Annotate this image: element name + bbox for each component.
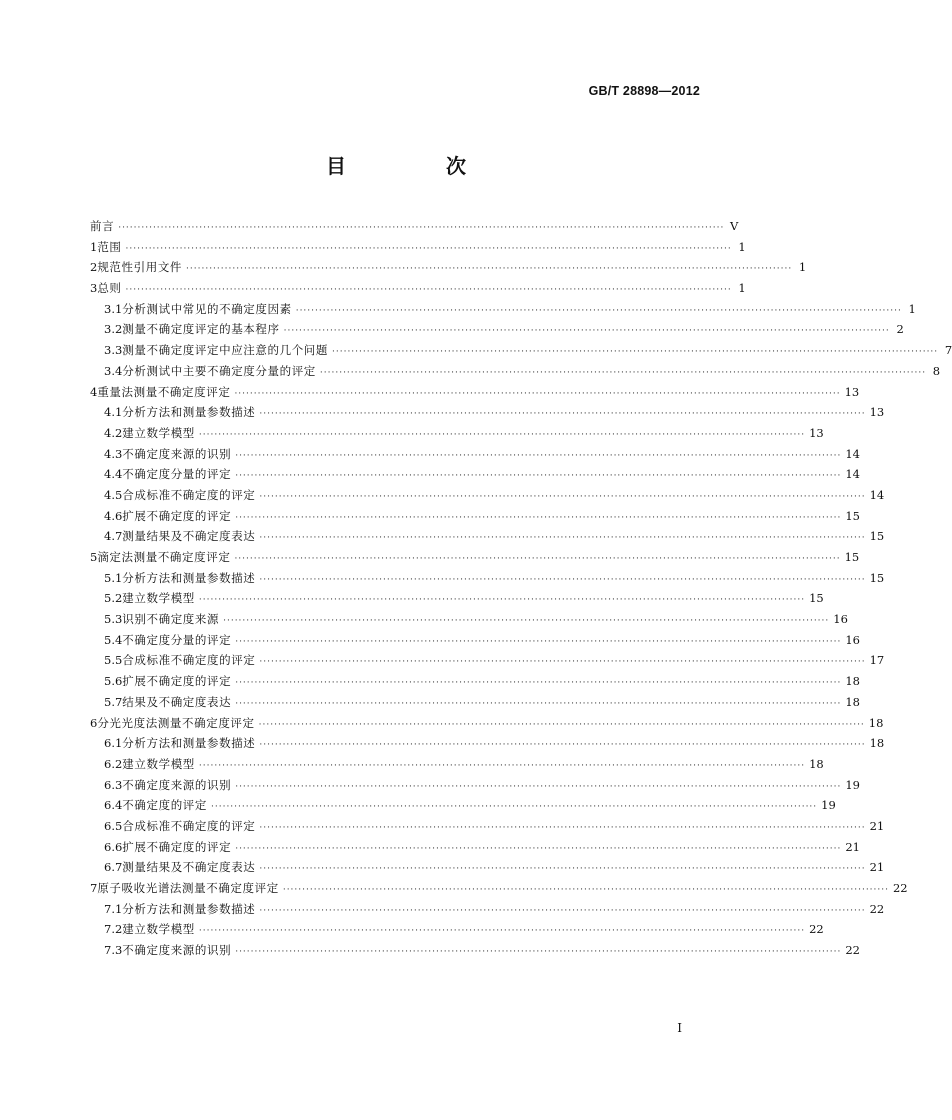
toc-entry-title: 前言 (90, 219, 115, 233)
toc-entry-title: 滴定法测量不确定度评定 (97, 550, 231, 564)
dot-leader: ····························································································································································· (234, 554, 841, 564)
toc-entry[interactable] (90, 404, 885, 425)
toc-entry-page: 19 (821, 798, 836, 813)
toc-entry-title: 建立数学模型 (122, 756, 195, 771)
toc-entry-title: 不确定度分量的评定 (122, 467, 232, 482)
dot-leader: ····························································································································································· (235, 512, 842, 523)
toc-entry-title: 测量不确定度评定中应注意的几个问题 (122, 343, 328, 358)
toc-entry-number: 7.1 (104, 901, 123, 916)
toc-entry-page: 15 (869, 570, 885, 585)
dot-leader: ····························································································································································· (198, 429, 806, 440)
dot-leader: ····························································································································································· (259, 574, 866, 585)
dot-leader: ····························································································································································· (223, 616, 830, 627)
toc-entry-page: 22 (869, 901, 885, 916)
toc-entry[interactable] (90, 735, 885, 756)
dot-leader: ····························································································································································· (259, 822, 866, 833)
toc-entry-number: 5.3 (104, 612, 123, 627)
toc-entry-title: 结果及不确定度表达 (122, 694, 232, 709)
toc-entry-title: 测量结果及不确定度表达 (122, 529, 256, 544)
toc-entry-number: 4.5 (104, 487, 123, 502)
dot-leader: ····························································································································································· (235, 698, 842, 709)
toc-entry-number: 4.3 (104, 446, 123, 461)
toc-entry-title: 总则 (97, 281, 122, 296)
toc-entry-page: 21 (845, 839, 860, 854)
toc-entry-page: 2 (896, 322, 904, 337)
toc-entry[interactable] (90, 590, 824, 611)
dot-leader: ····························································································································································· (198, 595, 806, 606)
toc-entry-number: 6 (90, 715, 98, 730)
toc-entry[interactable] (90, 839, 860, 860)
toc-entry[interactable] (90, 901, 885, 922)
toc-entry-page: V (730, 219, 739, 233)
toc-entry-page: 18 (845, 674, 860, 689)
dot-leader: ····························································································································································· (235, 636, 842, 647)
table-of-contents (90, 218, 952, 963)
toc-entry-title: 原子吸收光谱法测量不确定度评定 (97, 881, 279, 895)
dot-leader: ····························································································································································· (235, 843, 842, 854)
toc-entry-page: 1 (908, 301, 916, 316)
toc-entry-number: 5.2 (104, 591, 123, 606)
toc-entry-number: 1 (90, 239, 98, 254)
toc-entry[interactable] (90, 549, 860, 570)
toc-entry-title: 不确定度来源的识别 (122, 446, 232, 461)
toc-entry-number: 4.7 (104, 529, 123, 544)
toc-entry-title: 合成标准不确定度的评定 (122, 653, 256, 668)
toc-entry-page: 15 (869, 529, 885, 544)
toc-entry-number: 2 (90, 260, 98, 275)
toc-entry[interactable] (90, 528, 885, 549)
toc-entry[interactable] (90, 321, 904, 342)
toc-entry-title: 建立数学模型 (122, 922, 195, 937)
dot-leader: ····························································································································································· (332, 347, 939, 358)
page-folio: I (677, 1021, 682, 1035)
toc-entry-number: 3 (90, 281, 98, 296)
dot-leader: ····························································································································································· (235, 450, 842, 461)
toc-entry[interactable] (90, 818, 885, 839)
toc-entry-number: 5.4 (104, 632, 123, 647)
dot-leader: ····························································································································································· (295, 305, 902, 316)
toc-entry-page: 15 (809, 591, 824, 606)
toc-entry[interactable] (90, 797, 836, 818)
toc-entry-number: 3.3 (104, 343, 123, 358)
toc-entry-title: 合成标准不确定度的评定 (122, 487, 256, 502)
toc-entry-page: 19 (845, 777, 860, 792)
toc-entry[interactable] (90, 859, 885, 880)
toc-entry[interactable] (90, 694, 860, 715)
dot-leader: ····························································································································································· (235, 947, 842, 958)
dot-leader: ····························································································································································· (259, 491, 866, 502)
toc-entry[interactable] (90, 611, 848, 632)
toc-entry-title: 分析方法和测量参数描述 (122, 736, 256, 751)
toc-entry-title: 不确定度的评定 (122, 798, 207, 813)
toc-entry-title: 分光光度法测量不确定度评定 (97, 715, 255, 730)
dot-leader: ····························································································································································· (283, 326, 890, 337)
dot-leader: ····························································································································································· (234, 388, 841, 399)
toc-entry-number: 3.1 (104, 301, 123, 316)
toc-entry-page: 8 (932, 363, 941, 378)
toc-entry-page: 18 (868, 715, 884, 730)
toc-entry[interactable] (90, 363, 941, 384)
dot-leader: ····························································································································································· (259, 905, 866, 916)
toc-entry-number: 6.1 (104, 736, 123, 751)
toc-entry-page: 15 (845, 508, 860, 523)
toc-entry[interactable] (90, 756, 824, 777)
toc-entry-number: 5.7 (104, 694, 123, 709)
toc-entry[interactable] (90, 673, 860, 694)
toc-entry-title: 测量不确定度评定的基本程序 (122, 322, 280, 337)
toc-entry-number: 4.2 (104, 425, 123, 440)
dot-leader: ····························································································································································· (319, 367, 927, 378)
toc-entry-number: 7 (90, 881, 98, 895)
toc-entry[interactable] (90, 301, 916, 322)
toc-entry-page: 1 (798, 260, 807, 275)
toc-entry-title: 分析方法和测量参数描述 (122, 901, 256, 916)
toc-entry[interactable] (90, 280, 746, 301)
toc-entry-page: 22 (845, 943, 860, 958)
toc-entry-page: 13 (869, 405, 885, 420)
toc-entry-page: 16 (845, 632, 860, 647)
toc-entry-number: 4.6 (104, 508, 123, 523)
toc-entry-number: 5.1 (104, 570, 123, 585)
dot-leader: ····························································································································································· (258, 719, 865, 730)
toc-entry-title: 建立数学模型 (122, 591, 195, 606)
toc-entry-number: 6.3 (104, 777, 123, 792)
toc-entry-title: 范围 (97, 239, 122, 254)
dot-leader: ····························································································································································· (235, 471, 842, 482)
toc-entry-page: 18 (845, 694, 860, 709)
toc-entry[interactable] (90, 508, 860, 529)
dot-leader: ····························································································································································· (282, 885, 889, 895)
toc-entry-page: 22 (809, 922, 824, 937)
toc-entry[interactable] (90, 880, 908, 901)
toc-entry-number: 7.2 (104, 922, 123, 937)
toc-entry-title: 合成标准不确定度的评定 (122, 818, 256, 833)
toc-entry-number: 4.1 (104, 405, 123, 420)
toc-entry-title: 扩展不确定度的评定 (122, 674, 232, 689)
toc-entry[interactable] (90, 239, 746, 260)
dot-leader: ····························································································································································· (259, 409, 866, 420)
toc-entry-number: 4 (90, 384, 98, 399)
dot-leader: ····························································································································································· (259, 657, 866, 668)
toc-entry-title: 测量结果及不确定度表达 (122, 860, 256, 875)
toc-entry[interactable] (90, 466, 860, 487)
toc-entry[interactable] (90, 446, 860, 467)
toc-entry-page: 14 (845, 467, 860, 482)
toc-entry-page: 21 (869, 818, 885, 833)
toc-entry-page: 1 (738, 281, 746, 296)
toc-entry-page: 16 (833, 612, 848, 627)
toc-entry-number: 6.5 (104, 818, 123, 833)
toc-entry-number: 7.3 (104, 943, 123, 958)
dot-leader: ····························································································································································· (211, 802, 818, 813)
toc-entry-title: 分析测试中常见的不确定度因素 (122, 301, 292, 316)
toc-entry-number: 6.7 (104, 860, 123, 875)
toc-entry-page: 17 (869, 653, 885, 668)
dot-leader: ····························································································································································· (235, 678, 842, 689)
toc-entry[interactable] (90, 384, 860, 405)
dot-leader: ····························································································································································· (235, 781, 842, 792)
dot-leader: ····························································································································································· (198, 760, 806, 771)
toc-entry-page: 21 (869, 860, 885, 875)
toc-entry-number: 5.6 (104, 674, 123, 689)
toc-entry-page: 13 (844, 384, 860, 399)
standard-code: GB/T 28898—2012 (588, 84, 700, 98)
dot-leader: ····························································································································································· (259, 864, 866, 875)
toc-entry-page: 15 (844, 550, 860, 564)
toc-entry-title: 分析方法和测量参数描述 (122, 405, 256, 420)
toc-title: 目 次 (326, 154, 506, 178)
toc-entry-page: 18 (809, 756, 824, 771)
toc-entry-title: 重量法测量不确定度评定 (97, 384, 231, 399)
toc-entry[interactable] (90, 921, 824, 942)
toc-entry[interactable] (90, 487, 885, 508)
toc-entry[interactable] (90, 652, 885, 673)
toc-entry-title: 不确定度来源的识别 (122, 777, 232, 792)
toc-entry-title: 规范性引用文件 (97, 260, 183, 275)
dot-leader: ····························································································································································· (198, 926, 806, 937)
toc-entry-title: 分析测试中主要不确定度分量的评定 (122, 363, 316, 378)
toc-entry-page: 13 (809, 425, 824, 440)
toc-entry[interactable] (90, 632, 860, 653)
dot-leader: ····························································································································································· (259, 533, 866, 544)
dot-leader: ····························································································································································· (118, 223, 725, 233)
toc-entry-page: 18 (869, 736, 885, 751)
dot-leader: ····························································································································································· (259, 740, 866, 751)
toc-entry-number: 6.4 (104, 798, 123, 813)
toc-entry-number: 5 (90, 550, 98, 564)
toc-entry[interactable] (90, 942, 860, 963)
dot-leader: ····························································································································································· (186, 264, 793, 275)
toc-entry-number: 6.2 (104, 756, 123, 771)
toc-entry-number: 5.5 (104, 653, 123, 668)
toc-entry[interactable] (90, 715, 884, 736)
toc-entry-page: 1 (738, 239, 746, 254)
toc-entry-title: 不确定度来源的识别 (122, 943, 232, 958)
toc-entry-title: 扩展不确定度的评定 (122, 508, 232, 523)
toc-entry-title: 识别不确定度来源 (122, 612, 220, 627)
toc-entry[interactable] (90, 777, 860, 798)
toc-entry[interactable] (90, 570, 885, 591)
toc-entry-title: 扩展不确定度的评定 (122, 839, 232, 854)
toc-entry[interactable] (90, 218, 739, 239)
toc-entry[interactable] (90, 342, 952, 363)
toc-entry-number: 6.6 (104, 839, 123, 854)
toc-entry-title: 分析方法和测量参数描述 (122, 570, 256, 585)
toc-entry-title: 建立数学模型 (122, 425, 195, 440)
dot-leader: ····························································································································································· (125, 243, 732, 254)
toc-entry-page: 7 (944, 343, 952, 358)
toc-entry-page: 14 (869, 487, 885, 502)
toc-entry-page: 22 (892, 881, 908, 895)
toc-entry-page: 14 (845, 446, 860, 461)
toc-entry-number: 3.4 (104, 363, 123, 378)
toc-entry[interactable] (90, 425, 824, 446)
toc-entry-title: 不确定度分量的评定 (122, 632, 232, 647)
toc-entry-number: 4.4 (104, 467, 123, 482)
toc-entry[interactable] (90, 259, 807, 280)
toc-entry-number: 3.2 (104, 322, 123, 337)
dot-leader: ····························································································································································· (125, 285, 732, 296)
